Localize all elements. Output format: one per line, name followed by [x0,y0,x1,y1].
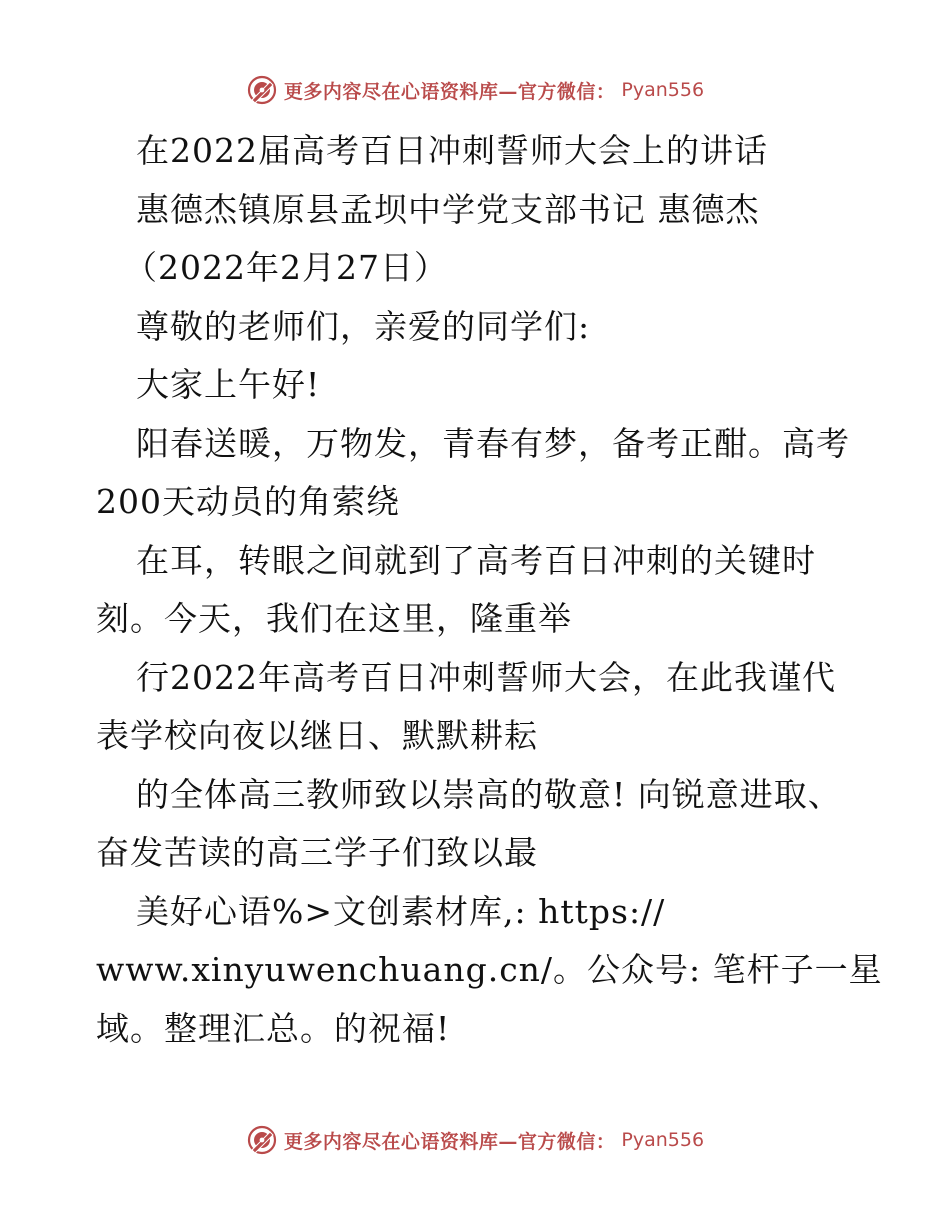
document-body [96,122,883,1058]
date-line: （2022年2月27日） [124,248,448,287]
banner-contact: Pyan556 [621,1129,705,1151]
paragraph-line: 行2022年高考百日冲刺誓师大会，在此我谨代 [136,657,836,697]
banner-text: 更多内容尽在心语资料库—官方微信： [283,1130,616,1153]
paragraph-line: www.xinyuwenchuang.cn/。公众号: 笔杆子一星 [96,950,883,989]
paragraph-line: 域。整理汇总。的祝福! [96,1008,451,1048]
greeting: 大家上午好! [136,365,321,404]
footer-banner [0,1120,950,1160]
paragraph-line: 在耳，转眼之间就到了高考百日冲刺的关键时 [136,540,816,580]
paragraph-line: 200天动员的角萦绕 [96,482,400,521]
author-line: 惠德杰镇原县孟坝中学党支部书记 惠德杰 [136,189,760,229]
paragraph-line: 阳春送暖，万物发，青春有梦，备考正酣。高考 [136,423,850,463]
banner-text: 更多内容尽在心语资料库—官方微信： [283,80,616,103]
paragraph-line: 美好心语%>文创素材库,: https:// [136,891,666,931]
quill-pen-seal-icon [246,74,278,106]
salutation: 尊敬的老师们，亲爱的同学们: [136,306,591,346]
document-title: 在2022届高考百日冲刺誓师大会上的讲话 [136,131,768,170]
paragraph-line: 的全体高三教师致以崇高的敬意! 向锐意进取、 [136,774,842,814]
paragraph-line: 刻。今天，我们在这里，隆重举 [96,599,572,638]
paragraph-line: 表学校向夜以继日、默默耕耘 [96,716,538,755]
paragraph-line: 奋发苦读的高三学子们致以最 [96,833,538,872]
quill-pen-seal-icon [246,1124,278,1156]
banner-contact: Pyan556 [621,79,705,101]
header-banner [0,70,950,110]
